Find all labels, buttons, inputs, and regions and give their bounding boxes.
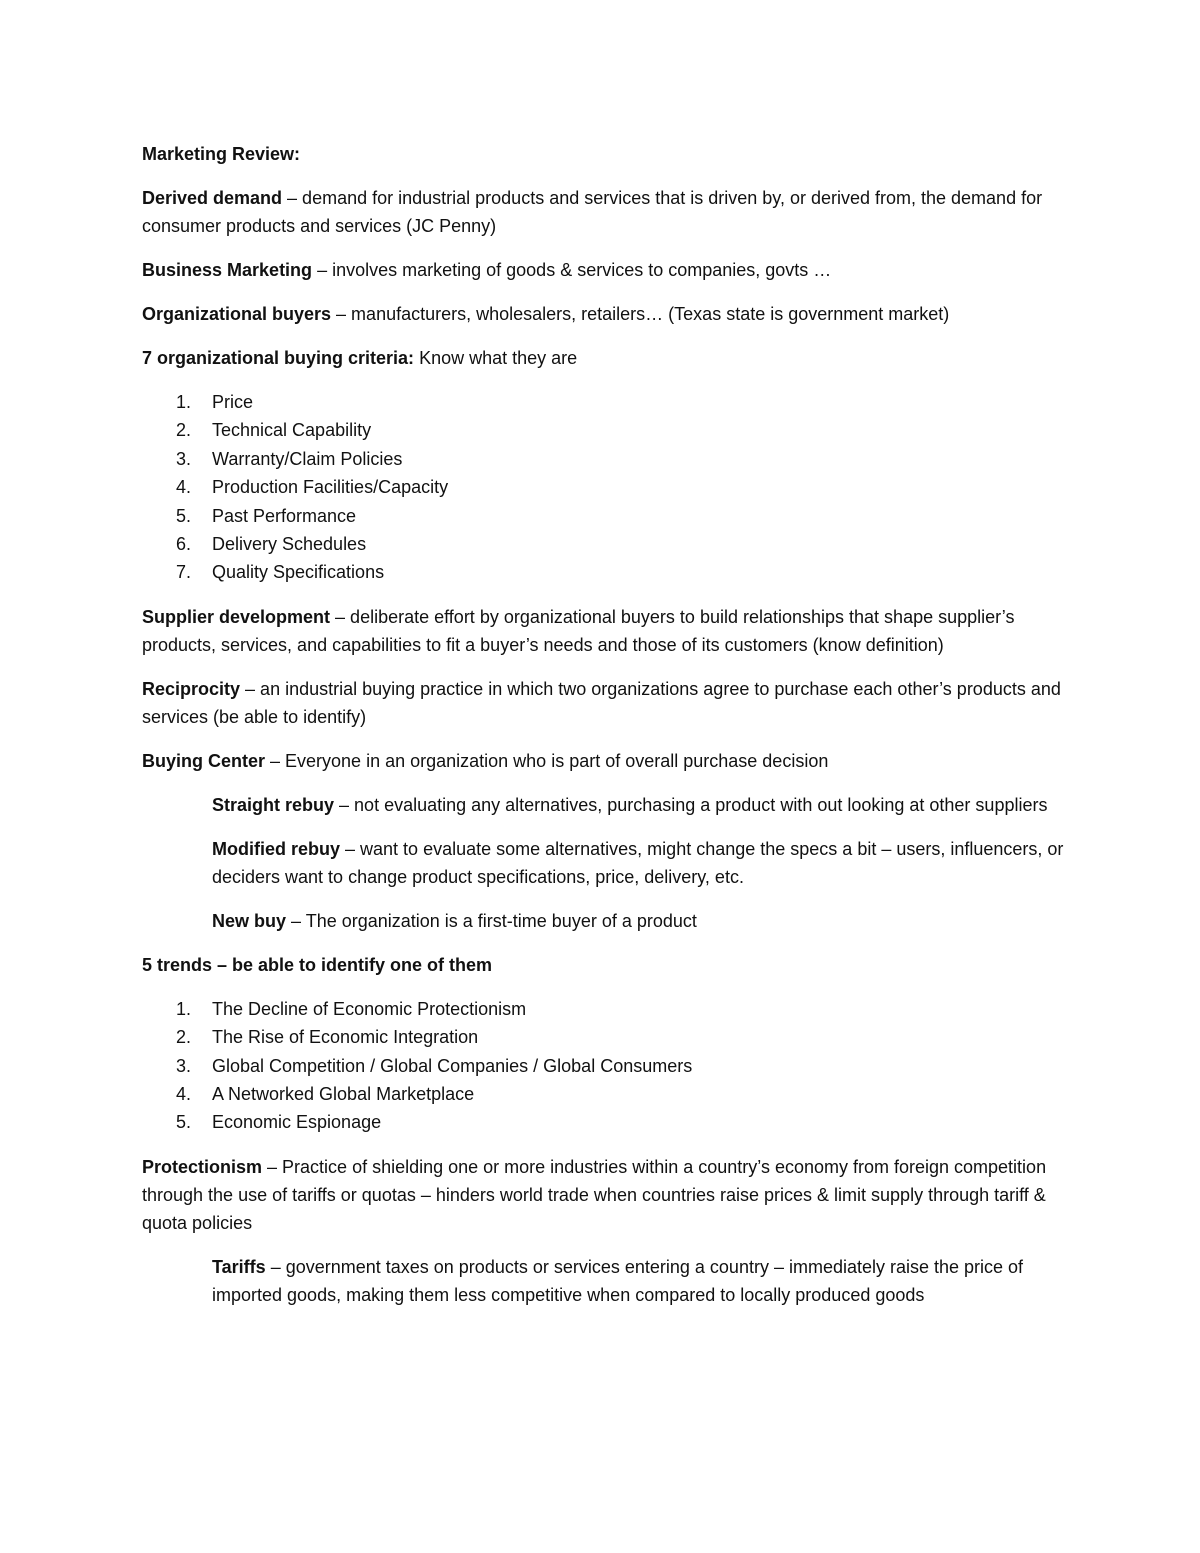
list-text: Warranty/Claim Policies	[212, 448, 403, 469]
tariffs-definition: – government taxes on products or services entering a country – immediately raise the price of imported goods, making them less competitive when compared to locally produced goods	[212, 1256, 1024, 1305]
trends-list	[142, 995, 1072, 1137]
list-number: 6.	[176, 534, 192, 555]
tariffs-term: Tariffs	[212, 1256, 266, 1277]
new-buy-paragraph	[212, 907, 1072, 935]
list-text: Global Competition / Global Companies / Global Consumers	[212, 1055, 693, 1076]
new-buy-definition: – The organization is a first-time buyer of a product	[286, 910, 697, 931]
list-number: 3.	[176, 1055, 192, 1076]
buying-center-definition: – Everyone in an organization who is part of overall purchase decision	[265, 750, 829, 771]
buying-center-term: Buying Center	[142, 750, 266, 771]
organizational-buyers-paragraph	[142, 300, 1072, 328]
buying-criteria-term: 7 organizational buying criteria:	[142, 348, 415, 368]
list-text: Quality Specifications	[212, 562, 385, 583]
list-text: Production Facilities/Capacity	[212, 477, 449, 498]
straight-rebuy-definition: – not evaluating any alternatives, purchasing a product with out looking at other suppliers	[334, 794, 1048, 815]
business-marketing-term: Business Marketing	[142, 260, 313, 280]
list-number: 1.	[176, 392, 192, 412]
list-item	[142, 473, 1072, 501]
list-number: 5.	[176, 505, 192, 526]
protectionism-term: Protectionism	[142, 1156, 263, 1177]
list-number: 2.	[176, 1027, 192, 1048]
list-text: Economic Espionage	[212, 1112, 382, 1133]
business-marketing-paragraph	[142, 256, 1072, 284]
list-item	[142, 416, 1072, 444]
organizational-buyers-definition: – manufacturers, wholesalers, retailers… (Texas state is government market)	[331, 304, 950, 324]
list-text: Past Performance	[212, 505, 357, 526]
supplier-development-paragraph	[142, 603, 1072, 659]
list-number: 4.	[176, 1084, 192, 1105]
straight-rebuy-term: Straight rebuy	[212, 794, 335, 815]
organizational-buyers-term: Organizational buyers	[142, 304, 332, 324]
document-body	[142, 140, 1072, 1325]
reciprocity-definition: – an industrial buying practice in which two organizations agree to purchase each other’s products and services (be able to identify)	[142, 678, 1061, 727]
list-item	[142, 558, 1072, 586]
derived-demand-paragraph	[142, 184, 1072, 240]
supplier-development-term: Supplier development	[142, 606, 331, 627]
list-text: Technical Capability	[212, 420, 372, 441]
modified-rebuy-definition: – want to evaluate some alternatives, might change the specs a bit – users, influencers, or deciders want to change product specifications, price, delivery, etc.	[212, 838, 1064, 887]
list-item	[142, 530, 1072, 558]
modified-rebuy-term: Modified rebuy	[212, 838, 341, 859]
list-text: Price	[212, 392, 254, 412]
business-marketing-definition: – involves marketing of goods & services to companies, govts …	[312, 260, 832, 280]
list-text: A Networked Global Marketplace	[212, 1084, 475, 1105]
list-item	[142, 1108, 1072, 1136]
buying-center-paragraph	[142, 747, 1072, 775]
list-text: The Rise of Economic Integration	[212, 1027, 479, 1048]
reciprocity-paragraph	[142, 675, 1072, 731]
supplier-development-definition: – deliberate effort by organizational buyers to build relationships that shape supplier’s products, services, and capabilities to fit a buyer’s needs and those of its customers (know definition)	[142, 606, 1015, 655]
protectionism-definition: – Practice of shielding one or more industries within a country’s economy from foreign competition through the use of tariffs or quotas – hinders world trade when countries raise prices & limit supply through tariff & quota policies	[142, 1156, 1047, 1233]
protectionism-paragraph	[142, 1153, 1072, 1237]
title-text: Marketing Review:	[142, 144, 301, 164]
list-text: Delivery Schedules	[212, 534, 367, 555]
buying-criteria-list	[142, 388, 1072, 587]
new-buy-term: New buy	[212, 910, 287, 931]
buying-criteria-definition: Know what they are	[414, 348, 578, 368]
straight-rebuy-paragraph	[212, 791, 1072, 819]
tariffs-paragraph	[212, 1253, 1072, 1309]
list-number: 4.	[176, 477, 192, 498]
list-item	[142, 1080, 1072, 1108]
trends-heading	[142, 951, 1072, 979]
trends-term: 5 trends – be able to identify one of them	[142, 954, 493, 975]
list-number: 2.	[176, 420, 192, 441]
derived-demand-term: Derived demand	[142, 188, 283, 208]
list-number: 5.	[176, 1112, 192, 1133]
list-number: 3.	[176, 448, 192, 469]
list-item	[142, 1052, 1072, 1080]
derived-demand-definition: – demand for industrial products and services that is driven by, or derived from, the demand for consumer products and services (JC Penny)	[142, 188, 1043, 236]
list-item	[142, 995, 1072, 1023]
list-item	[142, 445, 1072, 473]
reciprocity-term: Reciprocity	[142, 678, 241, 699]
list-item	[142, 502, 1072, 530]
list-number: 1.	[176, 998, 192, 1019]
list-number: 7.	[176, 562, 192, 583]
list-item	[142, 388, 1072, 416]
buying-criteria-heading	[142, 344, 1072, 372]
document-title	[142, 140, 1072, 168]
modified-rebuy-paragraph	[212, 835, 1072, 891]
list-text: The Decline of Economic Protectionism	[212, 998, 527, 1019]
list-item	[142, 1023, 1072, 1051]
